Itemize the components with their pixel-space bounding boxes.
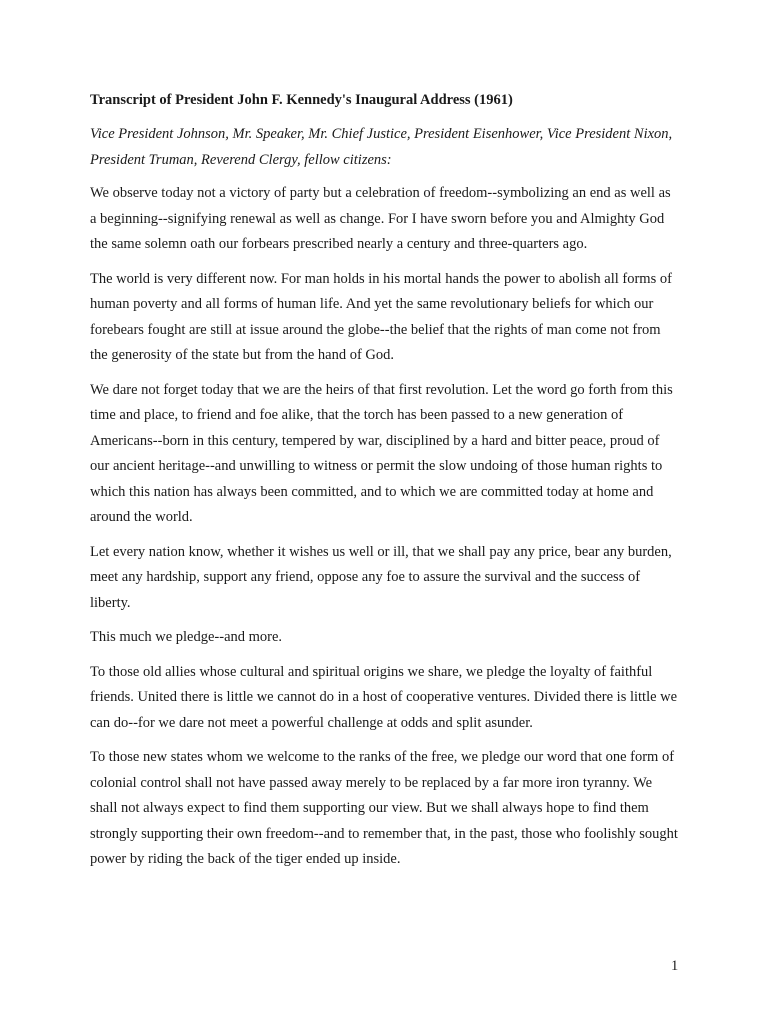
paragraph: To those old allies whose cultural and spiritual origins we share, we pledge the loyalty of faithful friends. United there is little we cannot do in a host of cooperative ventures. Divided there is little we can do--for we dare not meet a powerful challenge at odds and split asunder.	[90, 663, 678, 731]
paragraph: Let every nation know, whether it wishes us well or ill, that we shall pay any price, bear any burden, meet any hardship, support any friend, oppose any foe to assure the survival and the success of liberty.	[90, 543, 672, 611]
paragraph: This much we pledge--and more.	[90, 629, 283, 645]
paragraph: We observe today not a victory of party but a celebration of freedom--symbolizing an end as well as a beginning--signifying renewal as well as change. For I have sworn before you and Almighty God the same solemn oath our forbears prescribed nearly a century and three-quarters ago.	[90, 185, 671, 252]
document-title: Transcript of President John F. Kennedy's Inaugural Address (1961)	[90, 92, 513, 108]
paragraph: We dare not forget today that we are the heirs of that first revolution. Let the word go forth from this time and place, to friend and foe alike, that the torch has been passed to a new generation of Americans--born in this century, tempered by war, disciplined by a hard and bitter peace, proud of our ancient heritage--and unwilling to witness or permit the slow undoing of those human rights to which this nation has always been committed, and to which we are committed today at home and around the world.	[90, 381, 673, 525]
paragraph: To those new states whom we welcome to the ranks of the free, we pledge our word that one form of colonial control shall not have passed away merely to be replaced by a far more iron tyranny. We shall not always expect to find them supporting our view. But we shall always hope to find them strongly supporting their own freedom--and to remember that, in the past, those who foolishly sought power by riding the back of the tiger ended up inside.	[90, 749, 678, 867]
paragraph: The world is very different now. For man holds in his mortal hands the power to abolish all forms of human poverty and all forms of human life. And yet the same revolutionary beliefs for which our forebears fought are still at issue around the globe--the belief that the rights of man come not from the generosity of the state but from the hand of God.	[90, 270, 672, 363]
page-number: 1	[671, 958, 679, 974]
salutation: Vice President Johnson, Mr. Speaker, Mr. Chief Justice, President Eisenhower, Vice President Nixon, President Truman, Reverend Clergy, fellow citizens:	[90, 126, 673, 168]
document-page	[90, 88, 678, 882]
